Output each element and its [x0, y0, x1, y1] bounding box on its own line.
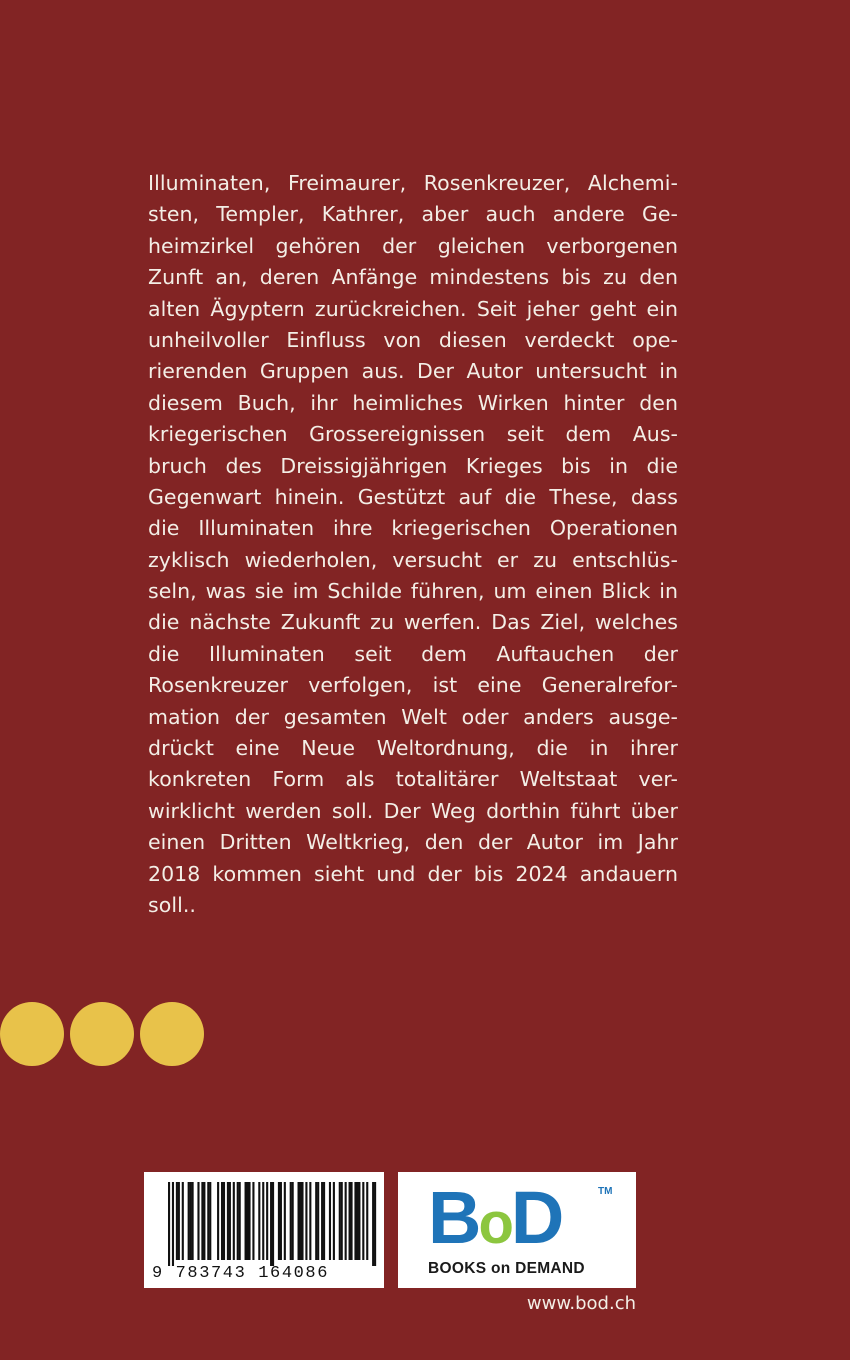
barcode-bar [374, 1182, 376, 1266]
bod-logo-d: D [510, 1176, 562, 1259]
barcode-bar [203, 1182, 205, 1260]
blurb-line: mation der gesamten Welt oder anders ausge- [148, 704, 678, 729]
barcode-bar [252, 1182, 254, 1260]
barcode-bar [227, 1182, 229, 1260]
barcode-bar [321, 1182, 323, 1260]
barcode-bar [366, 1182, 368, 1260]
blurb-line: die Illuminaten seit dem Auftauchen der [148, 641, 678, 666]
blurb-line: unheilvoller Einfluss von diesen verdeckt ope- [148, 327, 678, 352]
barcode-bar [197, 1182, 199, 1260]
barcode-bar [356, 1182, 358, 1260]
blurb-line: diesem Buch, ihr heimliches Wirken hinter den [148, 390, 678, 415]
barcode-bar [246, 1182, 248, 1260]
blurb-line: kriegerischen Grossereignissen seit dem Aus- [148, 422, 678, 447]
blurb-line: zyklisch wiederholen, versucht er zu entschlüs- [148, 547, 678, 572]
barcode-bar [345, 1182, 347, 1260]
barcode-bar [290, 1182, 292, 1260]
barcode-bar [258, 1182, 260, 1260]
barcode-bar [323, 1182, 325, 1260]
barcode-bar [305, 1182, 307, 1260]
barcode-bar [190, 1182, 192, 1260]
barcode-bar [245, 1182, 247, 1260]
barcode-bar [262, 1182, 264, 1260]
barcode-bar [362, 1182, 364, 1260]
decorative-dot-2 [70, 1002, 134, 1066]
trademark-mark: TM [598, 1186, 613, 1197]
barcode-bar [329, 1182, 331, 1260]
bod-logo-o: o [478, 1191, 511, 1256]
barcode-bar [358, 1182, 360, 1260]
barcode-bar [168, 1182, 170, 1266]
barcode-bar [354, 1182, 356, 1260]
blurb-line: einen Dritten Weltkrieg, den der Autor im Jahr [148, 830, 678, 855]
bod-logo-b: B [428, 1176, 479, 1259]
blurb-line: die Illuminaten ihre kriegerischen Operationen [148, 516, 678, 541]
back-cover-blurb [148, 168, 678, 921]
barcode-bar [223, 1182, 225, 1260]
barcode-bar [217, 1182, 219, 1260]
isbn-number: 9 783743 164086 [152, 1264, 330, 1283]
blurb-line: wirklicht werden soll. Der Weg dorthin führt über [148, 798, 678, 823]
blurb-line: drückt eine Neue Weltordnung, die in ihrer [148, 736, 678, 761]
barcode-bar [333, 1182, 335, 1260]
blurb-line: Gegenwart hinein. Gestützt auf die These, dass [148, 484, 678, 509]
barcode-bar [239, 1182, 241, 1260]
barcode-bar [315, 1182, 317, 1260]
publisher-tagline: BOOKS on DEMAND [428, 1260, 585, 1277]
bod-logo [428, 1176, 561, 1266]
blurb-line: soll.. [148, 892, 196, 917]
isbn-barcode [144, 1172, 384, 1288]
blurb-line: Rosenkreuzer verfolgen, ist eine Generalrefor- [148, 673, 678, 698]
barcode-bar [372, 1182, 374, 1266]
blurb-line: die nächste Zukunft zu werfen. Das Ziel, welches [148, 610, 678, 635]
barcode-bar [188, 1182, 190, 1260]
barcode-bar [317, 1182, 319, 1260]
barcode-bar [309, 1182, 311, 1260]
barcode-bar [301, 1182, 303, 1260]
barcode-bar [350, 1182, 352, 1260]
barcode-bar [178, 1182, 180, 1260]
barcode-bar [207, 1182, 209, 1260]
publisher-url: www.bod.ch [526, 1293, 636, 1314]
barcode-bar [341, 1182, 343, 1260]
blurb-line: Illuminaten, Freimaurer, Rosenkreuzer, Alchemi- [148, 171, 678, 195]
barcode-bar [280, 1182, 282, 1260]
barcode-bar [233, 1182, 235, 1260]
decorative-dot-3 [140, 1002, 204, 1066]
barcode-bar [192, 1182, 194, 1260]
barcode-bar [278, 1182, 280, 1260]
blurb-line: 2018 kommen sieht und der bis 2024 andauern [148, 861, 678, 886]
barcode-bar [292, 1182, 294, 1260]
blurb-line: konkreten Form als totalitärer Weltstaat ver- [148, 767, 678, 792]
blurb-line: alten Ägyptern zurückreichen. Seit jeher geht ein [148, 296, 678, 321]
barcode-bar [176, 1182, 178, 1260]
publisher-logo-box [398, 1172, 636, 1288]
barcode-bar [182, 1182, 184, 1260]
barcode-bar [229, 1182, 231, 1260]
blurb-line: bruch des Dreissigjährigen Krieges bis in die [148, 453, 678, 478]
barcode-bar [272, 1182, 274, 1266]
blurb-line: seln, was sie im Schilde führen, um einen Blick in [148, 579, 678, 604]
barcode-bar [172, 1182, 174, 1266]
barcode-bar [349, 1182, 351, 1260]
barcode-bar [266, 1182, 268, 1260]
blurb-line: sten, Templer, Kathrer, aber auch andere Ge- [148, 202, 678, 227]
barcode-bar [284, 1182, 286, 1260]
barcode-bar [298, 1182, 300, 1260]
blurb-line: heimzirkel gehören der gleichen verborgenen [148, 233, 678, 258]
barcode-bar [270, 1182, 272, 1266]
barcode-bar [201, 1182, 203, 1260]
blurb-line: Zunft an, deren Anfänge mindestens bis zu den [148, 265, 678, 290]
barcode-bar [221, 1182, 223, 1260]
barcode-bar [339, 1182, 341, 1260]
barcode-bar [299, 1182, 301, 1260]
barcode-bar [248, 1182, 250, 1260]
blurb-line: rierenden Gruppen aus. Der Autor untersucht in [148, 359, 678, 384]
barcode-bar [209, 1182, 211, 1260]
barcode-bar [237, 1182, 239, 1260]
decorative-dot-1 [0, 1002, 64, 1066]
